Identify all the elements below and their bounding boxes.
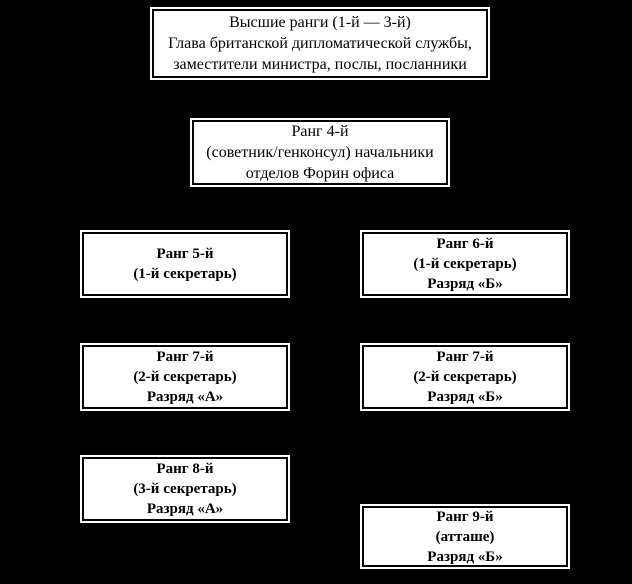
box-line: (1-й секретарь): [133, 266, 237, 282]
box-rank-9: [362, 506, 568, 567]
box-line: Ранг 9-й: [436, 508, 494, 525]
box-rank-7-a: [82, 345, 288, 409]
box-line: (2-й секретарь): [413, 369, 517, 385]
box-line: (3-й секретарь): [133, 481, 237, 497]
box-line: (атташе): [435, 528, 495, 545]
box-line: Разряд «Б»: [427, 548, 503, 565]
box-rank-1-3: [152, 9, 488, 78]
box-line: Ранг 7-й: [436, 349, 494, 365]
box-rank-7-b: [362, 345, 568, 409]
box-line: Ранг 8-й: [156, 461, 214, 477]
box-line: Разряд «А»: [146, 501, 224, 517]
box-line: (2-й секретарь): [133, 369, 237, 385]
box-line: Разряд «А»: [146, 389, 224, 405]
box-line: Высшие ранги (1-й — 3-й): [229, 14, 411, 31]
box-line: Ранг 7-й: [156, 349, 214, 365]
box-line: (советник/генконсул) начальники: [206, 144, 434, 161]
box-rank-6: [362, 232, 568, 296]
box-line: заместители министра, послы, посланники: [173, 56, 467, 73]
box-rank-8: [82, 457, 288, 521]
box-line: Разряд «Б»: [427, 276, 503, 292]
box-line: (1-й секретарь): [413, 256, 517, 272]
box-line: Разряд «Б»: [427, 389, 503, 405]
box-rank-4: [192, 120, 448, 185]
box-rank-5: [82, 232, 288, 296]
box-line: отделов Форин офиса: [245, 165, 395, 182]
box-line: Ранг 5-й: [156, 246, 214, 262]
box-line: Ранг 6-й: [436, 236, 494, 252]
box-line: Глава британской дипломатической службы,: [168, 35, 472, 52]
box-line: Ранг 4-й: [291, 123, 349, 140]
